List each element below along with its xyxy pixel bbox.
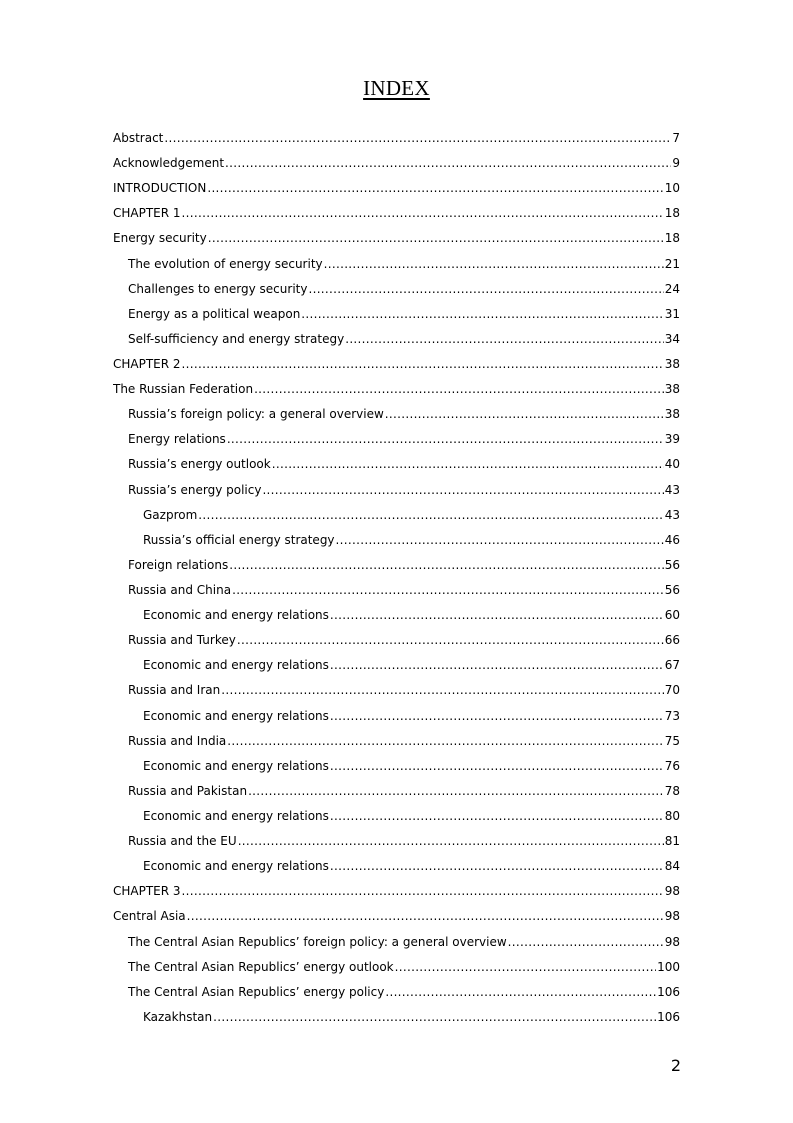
toc-entry-page: 18 — [664, 231, 680, 246]
dot-leader — [508, 935, 664, 949]
toc-entry-page: 60 — [664, 608, 680, 623]
toc-entry[interactable] — [113, 181, 680, 206]
toc-entry-page: 34 — [664, 331, 680, 346]
dot-leader — [164, 131, 671, 145]
toc-entry-title: The Central Asian Republics’ energy outlook — [128, 959, 394, 974]
toc-entry-page: 98 — [664, 909, 680, 924]
toc-entry-title: Economic and energy relations — [143, 708, 329, 723]
toc-entry-page: 84 — [664, 859, 680, 874]
toc-entry[interactable] — [113, 457, 680, 482]
toc-entry[interactable] — [113, 734, 680, 759]
dot-leader — [182, 357, 664, 371]
toc-entry-title: The Central Asian Republics’ energy policy — [128, 984, 385, 999]
toc-entry-page: 10 — [664, 181, 680, 196]
toc-entry-page: 66 — [664, 633, 680, 648]
toc-entry-title: Russia and Iran — [128, 683, 221, 698]
toc-entry[interactable] — [113, 985, 680, 1010]
toc-entry-page: 106 — [657, 984, 680, 999]
toc-entry[interactable] — [113, 231, 680, 256]
toc-entry-page: 98 — [664, 934, 680, 949]
toc-entry-title: INTRODUCTION — [113, 181, 207, 196]
toc-entry-page: 67 — [664, 658, 680, 673]
dot-leader — [262, 483, 663, 497]
dot-leader — [248, 784, 664, 798]
toc-entry[interactable] — [113, 407, 680, 432]
dot-leader — [336, 533, 664, 547]
toc-entry-title: The evolution of energy security — [128, 256, 323, 271]
toc-entry-title: Russia’s foreign policy: a general overview — [128, 407, 384, 422]
toc-entry-page: 76 — [664, 758, 680, 773]
toc-entry[interactable] — [113, 332, 680, 357]
toc-entry-title: Foreign relations — [128, 557, 229, 572]
toc-entry-title: Russia and Pakistan — [128, 783, 248, 798]
dot-leader — [330, 759, 664, 773]
toc-entry-title: Russia and the EU — [128, 834, 237, 849]
toc-entry[interactable] — [113, 709, 680, 734]
toc-entry[interactable] — [113, 307, 680, 332]
toc-entry-page: 38 — [664, 382, 680, 397]
dot-leader — [227, 734, 663, 748]
toc-entry-title: Economic and energy relations — [143, 758, 329, 773]
page-number: 2 — [670, 1056, 681, 1075]
dot-leader — [229, 558, 664, 572]
toc-entry-title: The Central Asian Republics’ foreign policy: a general overview — [128, 934, 507, 949]
toc-entry[interactable] — [113, 357, 680, 382]
toc-entry-page: 38 — [664, 356, 680, 371]
toc-entry-page: 9 — [672, 156, 680, 171]
dot-leader — [330, 658, 664, 672]
toc-entry-page: 21 — [664, 256, 680, 271]
toc-entry-page: 38 — [664, 407, 680, 422]
toc-entry[interactable] — [113, 658, 680, 683]
toc-entry-page: 70 — [664, 683, 680, 698]
dot-leader — [187, 909, 664, 923]
toc-entry[interactable] — [113, 859, 680, 884]
dot-leader — [208, 231, 664, 245]
toc-entry-page: 46 — [664, 532, 680, 547]
toc-entry-page: 75 — [664, 733, 680, 748]
dot-leader — [330, 809, 664, 823]
toc-entry[interactable] — [113, 257, 680, 282]
dot-leader — [385, 407, 664, 421]
dot-leader — [301, 307, 663, 321]
toc-entry[interactable] — [113, 583, 680, 608]
toc-entry-title: CHAPTER 3 — [113, 884, 181, 899]
toc-entry-page: 43 — [664, 482, 680, 497]
toc-entry-title: Russia’s energy outlook — [128, 457, 271, 472]
dot-leader — [182, 206, 664, 220]
toc-entry[interactable] — [113, 633, 680, 658]
toc-entry-page: 106 — [657, 1009, 680, 1024]
toc-entry[interactable] — [113, 432, 680, 457]
toc-entry-page: 31 — [664, 306, 680, 321]
toc-entry-title: Kazakhstan — [143, 1009, 213, 1024]
toc-entry-title: CHAPTER 1 — [113, 206, 181, 221]
dot-leader — [207, 181, 663, 195]
dot-leader — [232, 583, 664, 597]
toc-entry[interactable] — [113, 809, 680, 834]
toc-entry-title: The Russian Federation — [113, 382, 254, 397]
dot-leader — [330, 709, 664, 723]
toc-entry-page: 39 — [664, 432, 680, 447]
toc-entry[interactable] — [113, 759, 680, 784]
toc-entry[interactable] — [113, 935, 680, 960]
toc-entry-title: Abstract — [113, 131, 164, 145]
toc-entry[interactable] — [113, 533, 680, 558]
dot-leader — [182, 884, 664, 898]
toc-entry-title: Energy security — [113, 231, 207, 246]
toc-entry-title: Acknowledgement — [113, 156, 225, 171]
toc-entry-page: 56 — [664, 557, 680, 572]
toc-entry-title: Economic and energy relations — [143, 608, 329, 623]
toc-entry-page: 78 — [664, 783, 680, 798]
dot-leader — [385, 985, 656, 999]
toc-entry[interactable] — [113, 784, 680, 809]
toc-entry-page: 43 — [664, 507, 680, 522]
toc-entry-title: Central Asia — [113, 909, 186, 924]
toc-entry[interactable] — [113, 508, 680, 533]
dot-leader — [213, 1010, 656, 1024]
toc-entry[interactable] — [113, 206, 680, 231]
toc-entry-title: Challenges to energy security — [128, 281, 308, 296]
toc-entry-title: Economic and energy relations — [143, 859, 329, 874]
toc-entry-title: Energy as a political weapon — [128, 306, 301, 321]
toc-entry-page: 98 — [664, 884, 680, 899]
toc-entry-title: Economic and energy relations — [143, 808, 329, 823]
toc-entry-title: Russia’s energy policy — [128, 482, 262, 497]
dot-leader — [221, 683, 663, 697]
toc-entry-title: Economic and energy relations — [143, 658, 329, 673]
toc-entry[interactable] — [113, 683, 680, 708]
toc-entry-title: Self-sufficiency and energy strategy — [128, 331, 345, 346]
dot-leader — [238, 834, 664, 848]
dot-leader — [395, 960, 656, 974]
toc-entry[interactable] — [113, 834, 680, 859]
table-of-contents — [113, 131, 680, 1035]
dot-leader — [198, 508, 663, 522]
dot-leader — [308, 282, 663, 296]
toc-entry[interactable] — [113, 909, 680, 934]
toc-entry[interactable] — [113, 156, 680, 181]
toc-entry-title: Russia and China — [128, 582, 232, 597]
toc-entry[interactable] — [113, 1010, 680, 1035]
dot-leader — [254, 382, 664, 396]
dot-leader — [324, 257, 664, 271]
dot-leader — [272, 457, 664, 471]
toc-entry-page: 7 — [672, 131, 680, 145]
toc-entry[interactable] — [113, 382, 680, 407]
dot-leader — [227, 432, 664, 446]
toc-entry-title: Energy relations — [128, 432, 226, 447]
toc-entry-page: 40 — [664, 457, 680, 472]
toc-entry-title: Russia’s official energy strategy — [143, 532, 335, 547]
toc-entry[interactable] — [113, 131, 680, 156]
toc-entry-page: 56 — [664, 582, 680, 597]
toc-entry[interactable] — [113, 558, 680, 583]
toc-entry[interactable] — [113, 282, 680, 307]
toc-entry-page: 18 — [664, 206, 680, 221]
toc-entry[interactable] — [113, 884, 680, 909]
dot-leader — [330, 859, 664, 873]
toc-entry-title: CHAPTER 2 — [113, 356, 181, 371]
page-title: INDEX — [363, 76, 430, 100]
toc-entry-page: 81 — [664, 834, 680, 849]
toc-entry-page: 73 — [664, 708, 680, 723]
toc-entry-page: 80 — [664, 808, 680, 823]
toc-entry[interactable] — [113, 483, 680, 508]
dot-leader — [237, 633, 664, 647]
dot-leader — [330, 608, 664, 622]
toc-entry[interactable] — [113, 608, 680, 633]
toc-entry-title: Russia and India — [128, 733, 227, 748]
dot-leader — [345, 332, 664, 346]
toc-entry[interactable] — [113, 960, 680, 985]
dot-leader — [225, 156, 671, 170]
toc-entry-page: 100 — [657, 959, 680, 974]
toc-entry-page: 24 — [664, 281, 680, 296]
toc-entry-title: Russia and Turkey — [128, 633, 236, 648]
toc-entry-title: Gazprom — [143, 507, 198, 522]
